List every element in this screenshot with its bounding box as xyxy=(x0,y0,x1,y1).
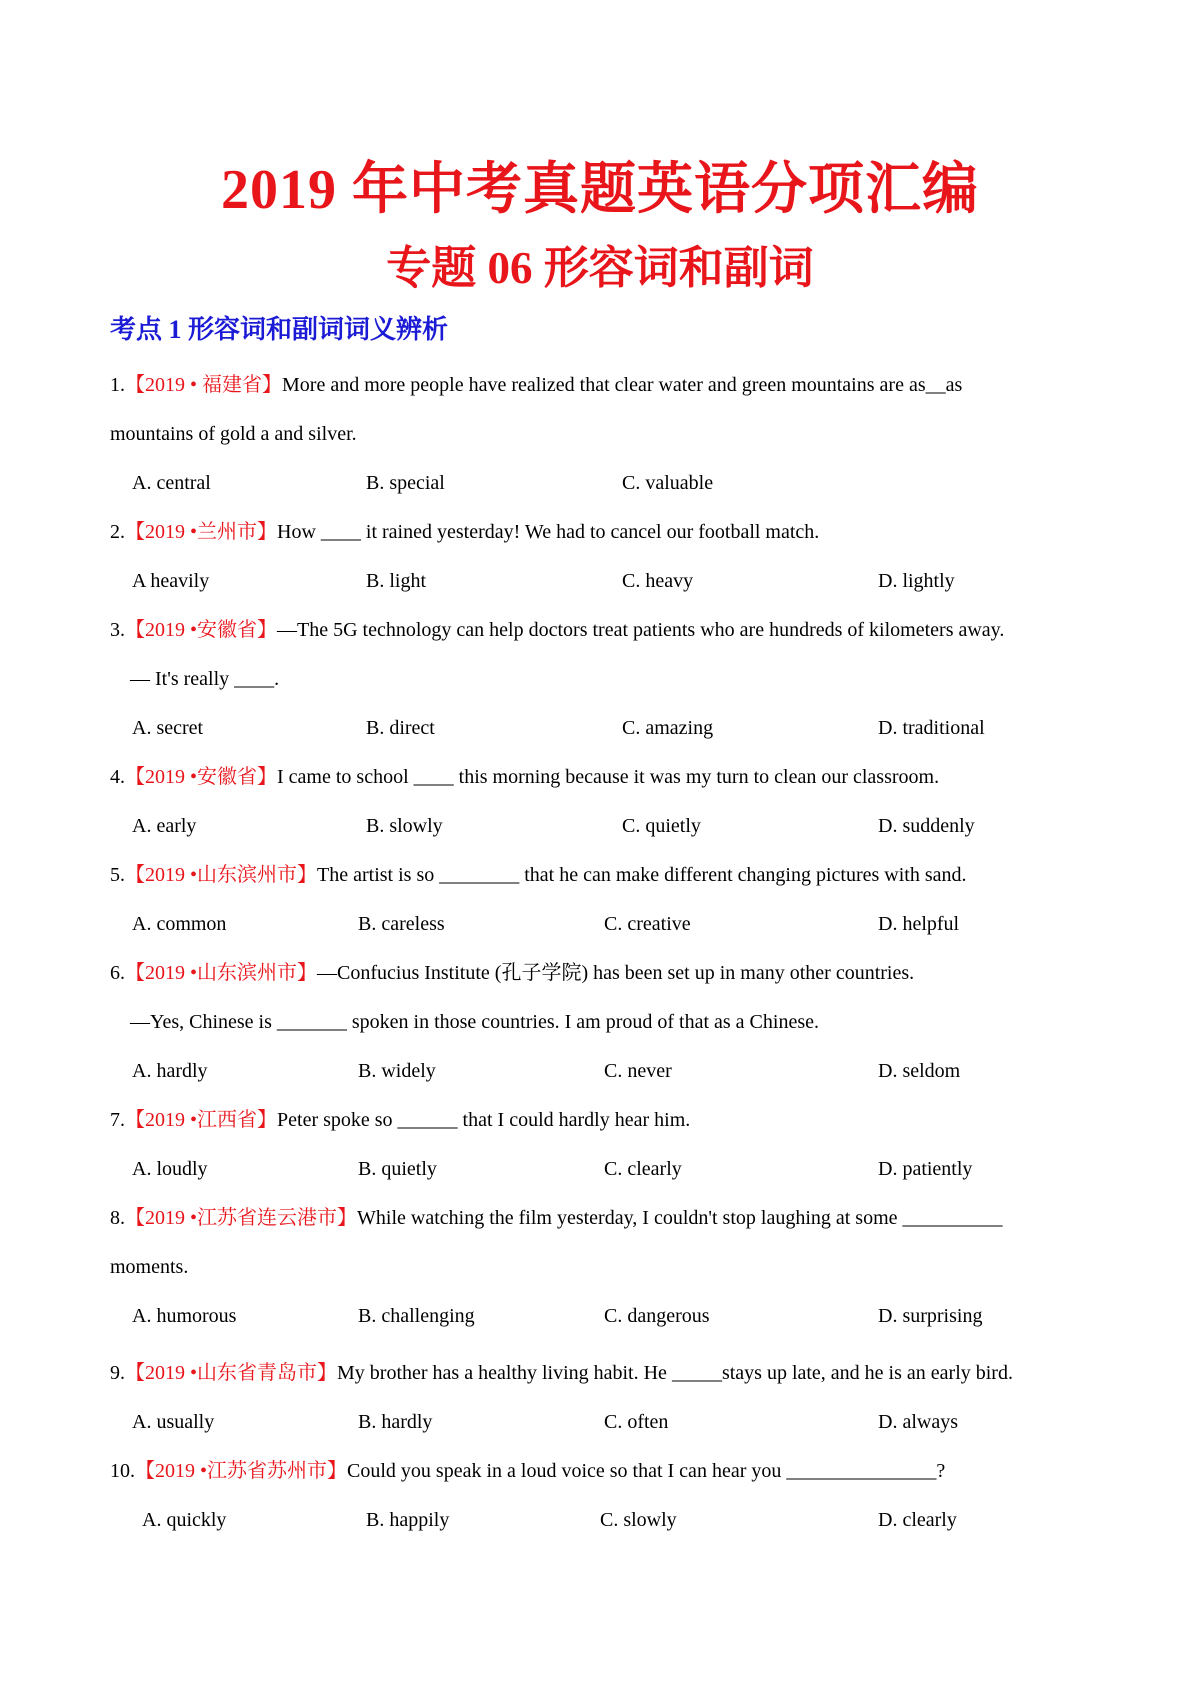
answer-option: D. seldom xyxy=(878,1060,961,1082)
answer-option: D. traditional xyxy=(878,717,985,739)
question-source: 【2019 •江苏省苏州市】 xyxy=(135,1460,348,1482)
question-text: While watching the film yesterday, I couldn't stop laughing at some __________ xyxy=(357,1207,1003,1229)
question-8 xyxy=(110,1204,1003,1232)
answer-option: B. hardly xyxy=(358,1411,433,1433)
question-text: —The 5G technology can help doctors treat patients who are hundreds of kilometers away. xyxy=(277,619,1005,641)
question-number: 9. xyxy=(110,1362,125,1384)
question-9 xyxy=(110,1359,1013,1387)
question-text: The artist is so ________ that he can make different changing pictures with sand. xyxy=(317,864,967,886)
question-number: 2. xyxy=(110,521,125,543)
answer-option: B. special xyxy=(366,472,445,494)
answer-option: D. suddenly xyxy=(878,815,975,837)
question-number: 1. xyxy=(110,374,125,396)
question-text: My brother has a healthy living habit. He _____stays up late, and he is an early bird. xyxy=(337,1362,1013,1384)
answer-option: A heavily xyxy=(132,570,210,592)
answer-option: C. never xyxy=(604,1060,672,1082)
question-source: 【2019 •安徽省】 xyxy=(125,766,278,788)
question-source: 【2019 •山东滨州市】 xyxy=(125,864,318,886)
answer-option: D. clearly xyxy=(878,1509,957,1531)
answer-option: C. heavy xyxy=(622,570,694,592)
question-number: 3. xyxy=(110,619,125,641)
question-text: How ____ it rained yesterday! We had to cancel our football match. xyxy=(277,521,820,543)
answer-option: C. amazing xyxy=(622,717,714,739)
question-1 xyxy=(110,371,962,399)
question-10 xyxy=(110,1457,945,1485)
answer-option: A. central xyxy=(132,472,211,494)
question-7 xyxy=(110,1106,690,1134)
answer-option: A. common xyxy=(132,913,227,935)
answer-option: C. often xyxy=(604,1411,669,1433)
question-continuation: mountains of gold a and silver. xyxy=(110,423,357,445)
answer-option: C. slowly xyxy=(600,1509,677,1531)
document-subtitle: 专题 06 形容词和副词 xyxy=(386,243,814,293)
document-title: 2019 年中考真题英语分项汇编 xyxy=(221,159,979,221)
answer-option: A. loudly xyxy=(132,1158,208,1180)
question-number: 4. xyxy=(110,766,125,788)
question-source: 【2019 •江西省】 xyxy=(125,1109,278,1131)
question-text: I came to school ____ this morning because it was my turn to clean our classroom. xyxy=(277,766,940,788)
question-4 xyxy=(110,763,939,791)
answer-option: B. careless xyxy=(358,913,445,935)
answer-option: C. quietly xyxy=(622,815,701,837)
question-3 xyxy=(110,616,1004,644)
question-number: 6. xyxy=(110,962,125,984)
answer-option: D. always xyxy=(878,1411,958,1433)
answer-option: A. humorous xyxy=(132,1305,237,1327)
question-number: 5. xyxy=(110,864,125,886)
question-5 xyxy=(110,861,966,889)
question-text: More and more people have realized that clear water and green mountains are as__as xyxy=(282,374,963,396)
question-text: Peter spoke so ______ that I could hardly hear him. xyxy=(277,1109,691,1131)
answer-option: B. widely xyxy=(358,1060,436,1082)
question-number: 7. xyxy=(110,1109,125,1131)
answer-option: C. dangerous xyxy=(604,1305,710,1327)
question-continuation: moments. xyxy=(110,1256,189,1278)
answer-option: C. valuable xyxy=(622,472,714,494)
question-6 xyxy=(110,959,914,987)
answer-option: A. quickly xyxy=(142,1509,227,1531)
answer-option: D. patiently xyxy=(878,1158,973,1180)
answer-option: A. secret xyxy=(132,717,204,739)
answer-option: A. early xyxy=(132,815,197,837)
answer-option: D. lightly xyxy=(878,570,955,592)
question-source: 【2019 •安徽省】 xyxy=(125,619,278,641)
answer-option: B. happily xyxy=(366,1509,450,1531)
answer-option: B. challenging xyxy=(358,1305,475,1327)
answer-option: B. direct xyxy=(366,717,435,739)
answer-option: B. light xyxy=(366,570,427,592)
answer-option: D. surprising xyxy=(878,1305,983,1327)
answer-option: A. hardly xyxy=(132,1060,208,1082)
answer-option: C. creative xyxy=(604,913,691,935)
question-2 xyxy=(110,518,819,546)
question-source: 【2019 •兰州市】 xyxy=(125,521,278,543)
answer-option: A. usually xyxy=(132,1411,215,1433)
question-continuation: — It's really ____. xyxy=(130,668,280,690)
question-text: —Confucius Institute (孔子学院) has been set up in many other countries. xyxy=(317,962,915,984)
question-text: Could you speak in a loud voice so that I can hear you _______________? xyxy=(347,1460,946,1482)
answer-option: B. slowly xyxy=(366,815,443,837)
answer-option: B. quietly xyxy=(358,1158,437,1180)
question-source: 【2019 •江苏省连云港市】 xyxy=(125,1207,358,1229)
question-number: 8. xyxy=(110,1207,125,1229)
answer-option: D. helpful xyxy=(878,913,960,935)
question-source: 【2019 • 福建省】 xyxy=(125,374,283,396)
question-source: 【2019 •山东滨州市】 xyxy=(125,962,318,984)
answer-option: C. clearly xyxy=(604,1158,682,1180)
question-number: 10. xyxy=(110,1460,135,1482)
question-source: 【2019 •山东省青岛市】 xyxy=(125,1362,338,1384)
question-continuation: —Yes, Chinese is _______ spoken in those countries. I am proud of that as a Chinese. xyxy=(130,1011,819,1033)
section-heading: 考点 1 形容词和副词词义辨析 xyxy=(110,315,449,344)
